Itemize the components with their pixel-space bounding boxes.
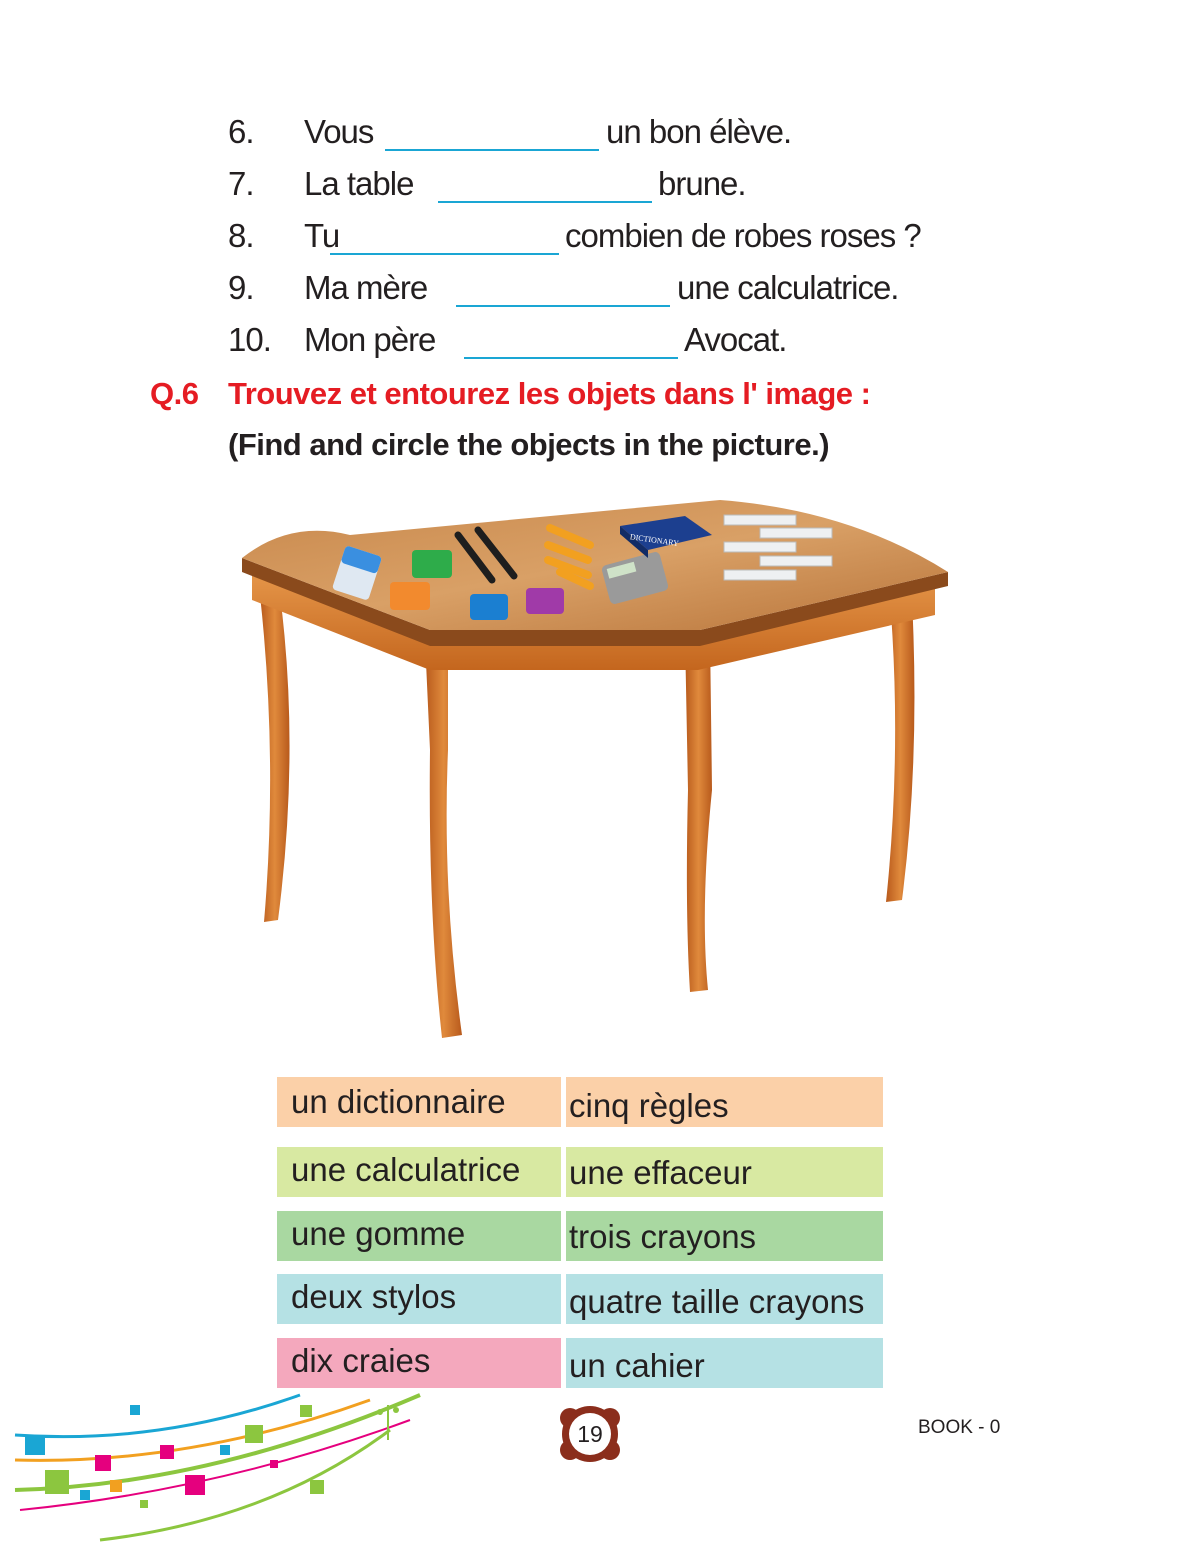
answer-blank[interactable] [330, 253, 559, 255]
item-rest: une calculatrice. [677, 269, 899, 306]
grid-cell-left: une calculatrice [277, 1147, 561, 1197]
item-subject: Tu [304, 217, 340, 254]
answer-blank[interactable] [456, 305, 670, 307]
item-subject: Mon père [304, 321, 436, 358]
item-number: 7. [228, 165, 254, 202]
page-number: 19 [577, 1421, 603, 1447]
answer-blank[interactable] [385, 149, 599, 151]
book-label: BOOK - 0 [918, 1417, 1001, 1438]
grid-cell-right: une effaceur [566, 1147, 883, 1197]
footer-decoration [10, 1390, 440, 1555]
item-number: 6. [228, 113, 254, 150]
item-rest: un bon élève. [606, 113, 792, 150]
item-rest: combien de robes roses ? [565, 217, 921, 254]
grid-cell-right: quatre taille crayons [566, 1274, 883, 1324]
dictionary-label: DICTIONARY [629, 532, 680, 549]
item-rest: Avocat. [684, 321, 787, 358]
question-title [150, 376, 870, 412]
grid-cell-right: un cahier [566, 1338, 883, 1388]
grid-cell-left: deux stylos [277, 1274, 561, 1324]
answer-blank[interactable] [464, 357, 678, 359]
grid-cell-right: cinq règles [566, 1077, 883, 1127]
grid-cell-left: un dictionnaire [277, 1077, 561, 1127]
item-number: 8. [228, 217, 254, 254]
table-with-objects-picture [230, 490, 970, 1050]
item-subject: Ma mère [304, 269, 428, 306]
grid-cell-right: trois crayons [566, 1211, 883, 1261]
item-number: 10. [228, 321, 271, 358]
grid-cell-left: une gomme [277, 1211, 561, 1261]
item-number: 9. [228, 269, 254, 306]
answer-blank[interactable] [438, 201, 652, 203]
question-subtitle: (Find and circle the objects in the picture.) [228, 427, 830, 462]
question-text: Trouvez et entourez les objets dans l' image : [228, 376, 871, 411]
question-number: Q.6 [150, 376, 199, 411]
item-subject: La table [304, 165, 414, 202]
grid-cell-left: dix craies [277, 1338, 561, 1388]
item-rest: brune. [658, 165, 746, 202]
item-subject: Vous [304, 113, 374, 150]
